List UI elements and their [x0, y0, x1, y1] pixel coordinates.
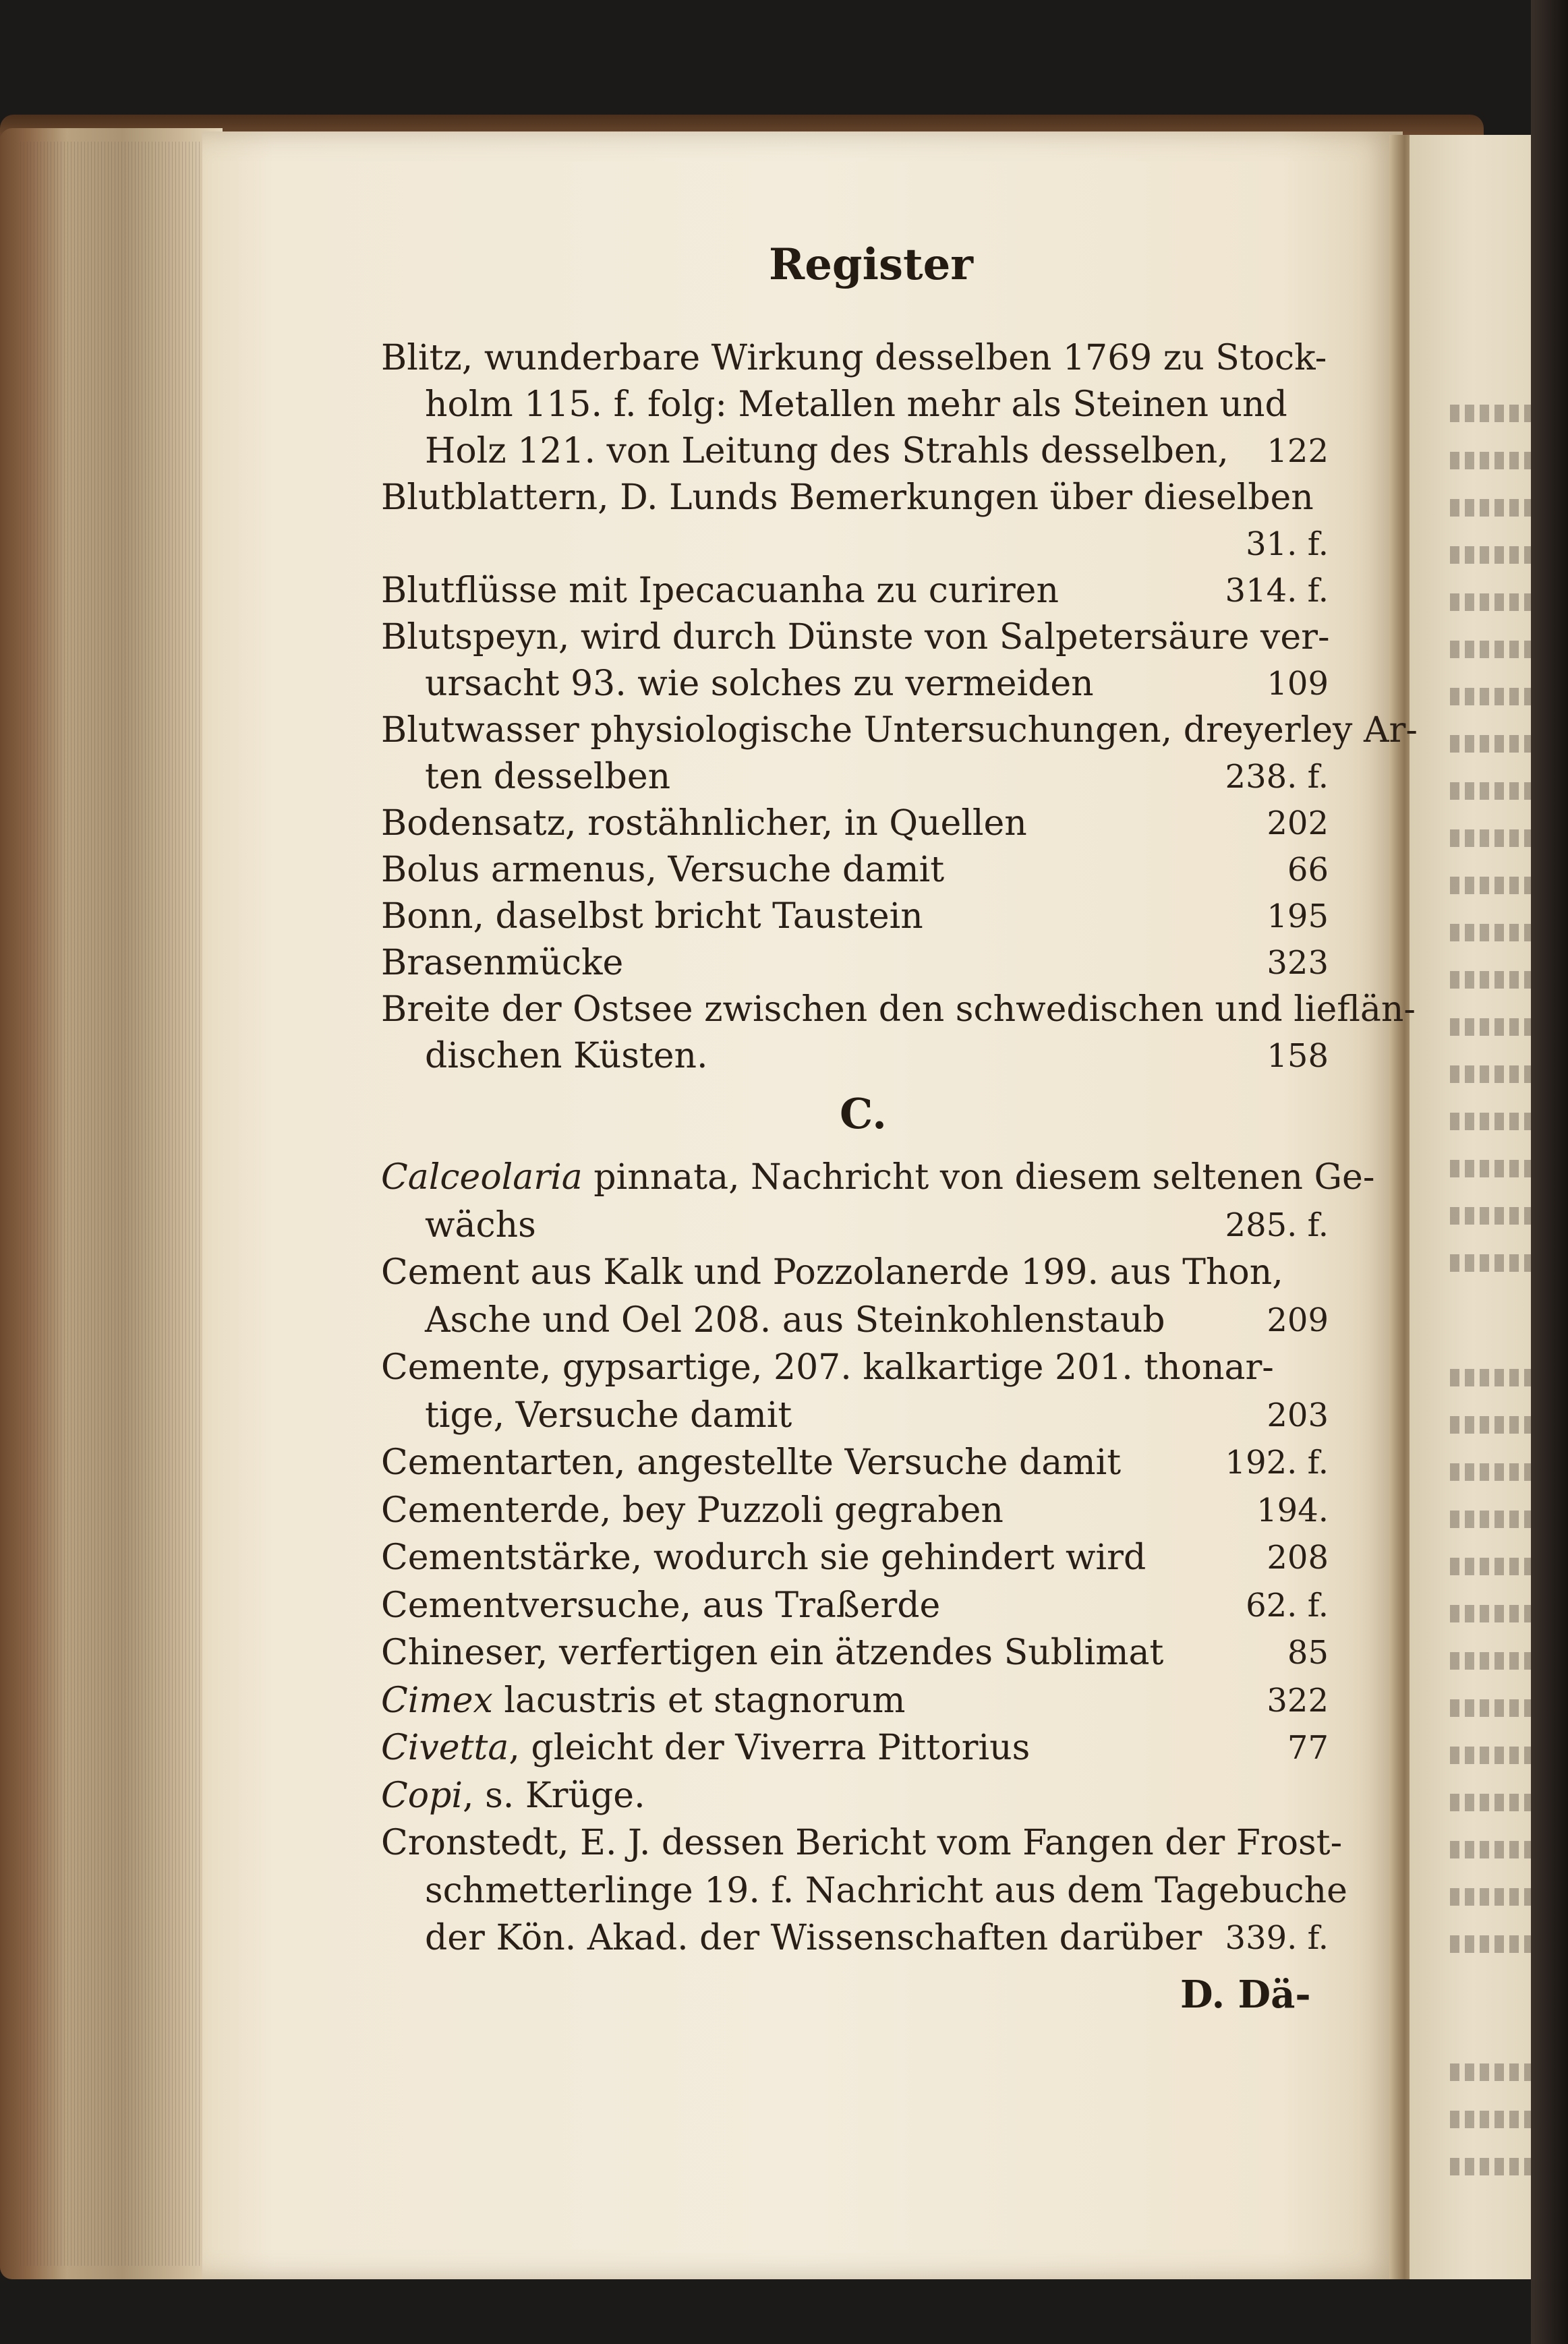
page-reference: 322: [1267, 1681, 1329, 1720]
page-reference: 158: [1267, 1037, 1329, 1075]
page-block-edge: [0, 128, 223, 2279]
entry-text: Blutspeyn, wird durch Dünste von Salpetersäure ver-: [381, 617, 1330, 657]
register-line: [381, 1486, 1329, 1535]
register-line: [381, 1676, 1329, 1725]
register-line: [381, 1533, 1329, 1582]
entry-text: schmetterlinge 19. f. Nachricht aus dem Tagebuche: [425, 1870, 1347, 1911]
page-reference: 238. f.: [1225, 758, 1329, 796]
entry-latin-term: Calceolaria: [381, 1157, 583, 1198]
page-reference: 323: [1267, 944, 1329, 982]
page-reference: 31. f.: [1246, 525, 1329, 563]
entry-text: Holz 121. von Leitung des Strahls desselben,: [425, 431, 1229, 471]
entry-text: Bodensatz, rostähnlicher, in Quellen: [381, 803, 1027, 844]
entry-text: wächs: [425, 1204, 536, 1246]
entry-text: Cementerde, bey Puzzoli gegraben: [381, 1490, 1004, 1531]
page-reference: 109: [1267, 665, 1329, 703]
register-line: [425, 427, 1329, 475]
entry-text: Brasenmücke: [381, 943, 624, 983]
catchword: D. Dä-: [1180, 1972, 1311, 2017]
entry-text: Blutflüsse mit Ipecacuanha zu curiren: [381, 570, 1059, 611]
register-line: [381, 706, 1418, 755]
entry-text: Cemente, gypsartige, 207. kalkartige 201. thonar-: [381, 1347, 1274, 1388]
entry-text: Civetta, gleicht der Viverra Pittorius: [381, 1728, 1030, 1768]
page-reference: 203: [1267, 1396, 1329, 1434]
entry-latin-term: Cimex: [381, 1680, 493, 1721]
entry-text: Blutwasser physiologische Untersuchungen, dreyerley Ar-: [381, 710, 1418, 751]
page-reference: 209: [1267, 1301, 1329, 1339]
register-line: [381, 799, 1329, 848]
register-line: [381, 1153, 1375, 1202]
register-line: [381, 939, 1329, 987]
entry-text: ursacht 93. wie solches zu vermeiden: [425, 664, 1094, 704]
entry-text: Cronstedt, E. J. dessen Bericht vom Fangen der Frost-: [381, 1823, 1343, 1863]
page-reference: 208: [1267, 1539, 1329, 1577]
register-line: [381, 566, 1329, 615]
register-line: [381, 1581, 1329, 1630]
section-letter: C.: [840, 1089, 887, 1138]
entry-text: Cimex lacustris et stagnorum: [381, 1680, 906, 1721]
page-reference: 192. f.: [1225, 1444, 1329, 1482]
register-line: [425, 520, 1329, 568]
page-reference: 85: [1287, 1634, 1329, 1672]
entry-text: dischen Küsten.: [425, 1036, 708, 1076]
entry-text: Bolus armenus, Versuche damit: [381, 850, 945, 890]
register-line: [381, 1724, 1329, 1772]
page-reference: 77: [1287, 1729, 1329, 1767]
entry-text: Blutblattern, D. Lunds Bemerkungen über dieselben: [381, 477, 1314, 518]
entry-text: Breite der Ostsee zwischen den schwedischen und lieflän-: [381, 989, 1416, 1030]
page-reference: 339. f.: [1225, 1919, 1329, 1957]
register-line: [381, 1343, 1329, 1392]
entry-text: tige, Versuche damit: [425, 1395, 792, 1436]
register-line: [381, 334, 1329, 382]
page-reference: 194.: [1256, 1491, 1329, 1529]
register-line: [381, 1438, 1329, 1487]
register-line: [425, 1032, 1329, 1080]
register-line: [381, 1819, 1343, 1867]
register-line: [381, 846, 1329, 894]
entry-text: Bonn, daselbst bricht Taustein: [381, 896, 923, 937]
page-reference: 195: [1267, 898, 1329, 935]
register-line: [425, 1867, 1347, 1915]
page-reference: 62. f.: [1246, 1586, 1329, 1624]
entry-text: Cement aus Kalk und Pozzolanerde 199. aus Thon,: [381, 1252, 1283, 1293]
entry-text: ten desselben: [425, 757, 671, 797]
entry-latin-term: Civetta: [381, 1728, 509, 1768]
book-cover-right: [1531, 0, 1568, 2344]
page-reference: 285. f.: [1225, 1206, 1329, 1244]
register-line: [381, 1629, 1329, 1677]
page-reference: 314. f.: [1225, 572, 1329, 610]
register-line: [425, 753, 1329, 801]
page-reference: 122: [1267, 432, 1329, 470]
entry-text: Blitz, wunderbare Wirkung desselben 1769 zu Stock-: [381, 338, 1327, 378]
register-line: [425, 1391, 1329, 1440]
entry-text: Calceolaria pinnata, Nachricht von diesem seltenen Ge-: [381, 1157, 1375, 1198]
entry-text: Cementversuche, aus Traßerde: [381, 1585, 941, 1626]
register-line: [425, 1201, 1329, 1250]
register-line: [381, 473, 1329, 522]
register-line: [381, 1771, 1329, 1820]
entry-text: Cementstärke, wodurch sie gehindert wird: [381, 1537, 1146, 1578]
entry-latin-term: Copi: [381, 1775, 463, 1816]
register-line: [425, 380, 1329, 429]
register-line: [425, 660, 1329, 708]
entry-text: Copi, s. Krüge.: [381, 1775, 645, 1816]
entry-text: holm 115. f. folg: Metallen mehr als Steinen und: [425, 384, 1287, 425]
entry-text: Asche und Oel 208. aus Steinkohlenstaub: [425, 1299, 1165, 1341]
register-line: [381, 613, 1329, 662]
register-line: [425, 1914, 1329, 1962]
register-line: [381, 892, 1329, 941]
entry-text: der Kön. Akad. der Wissenschaften darüber: [425, 1918, 1202, 1958]
register-line: [381, 1248, 1329, 1297]
page-reference: 66: [1287, 851, 1329, 889]
page-reference: 202: [1267, 804, 1329, 842]
register-line: [425, 1296, 1329, 1345]
entry-text: Cementarten, angestellte Versuche damit: [381, 1442, 1122, 1483]
page-title: Register: [769, 239, 973, 290]
entry-text: Chineser, verfertigen ein ätzendes Sublimat: [381, 1633, 1164, 1673]
register-line: [381, 985, 1416, 1034]
